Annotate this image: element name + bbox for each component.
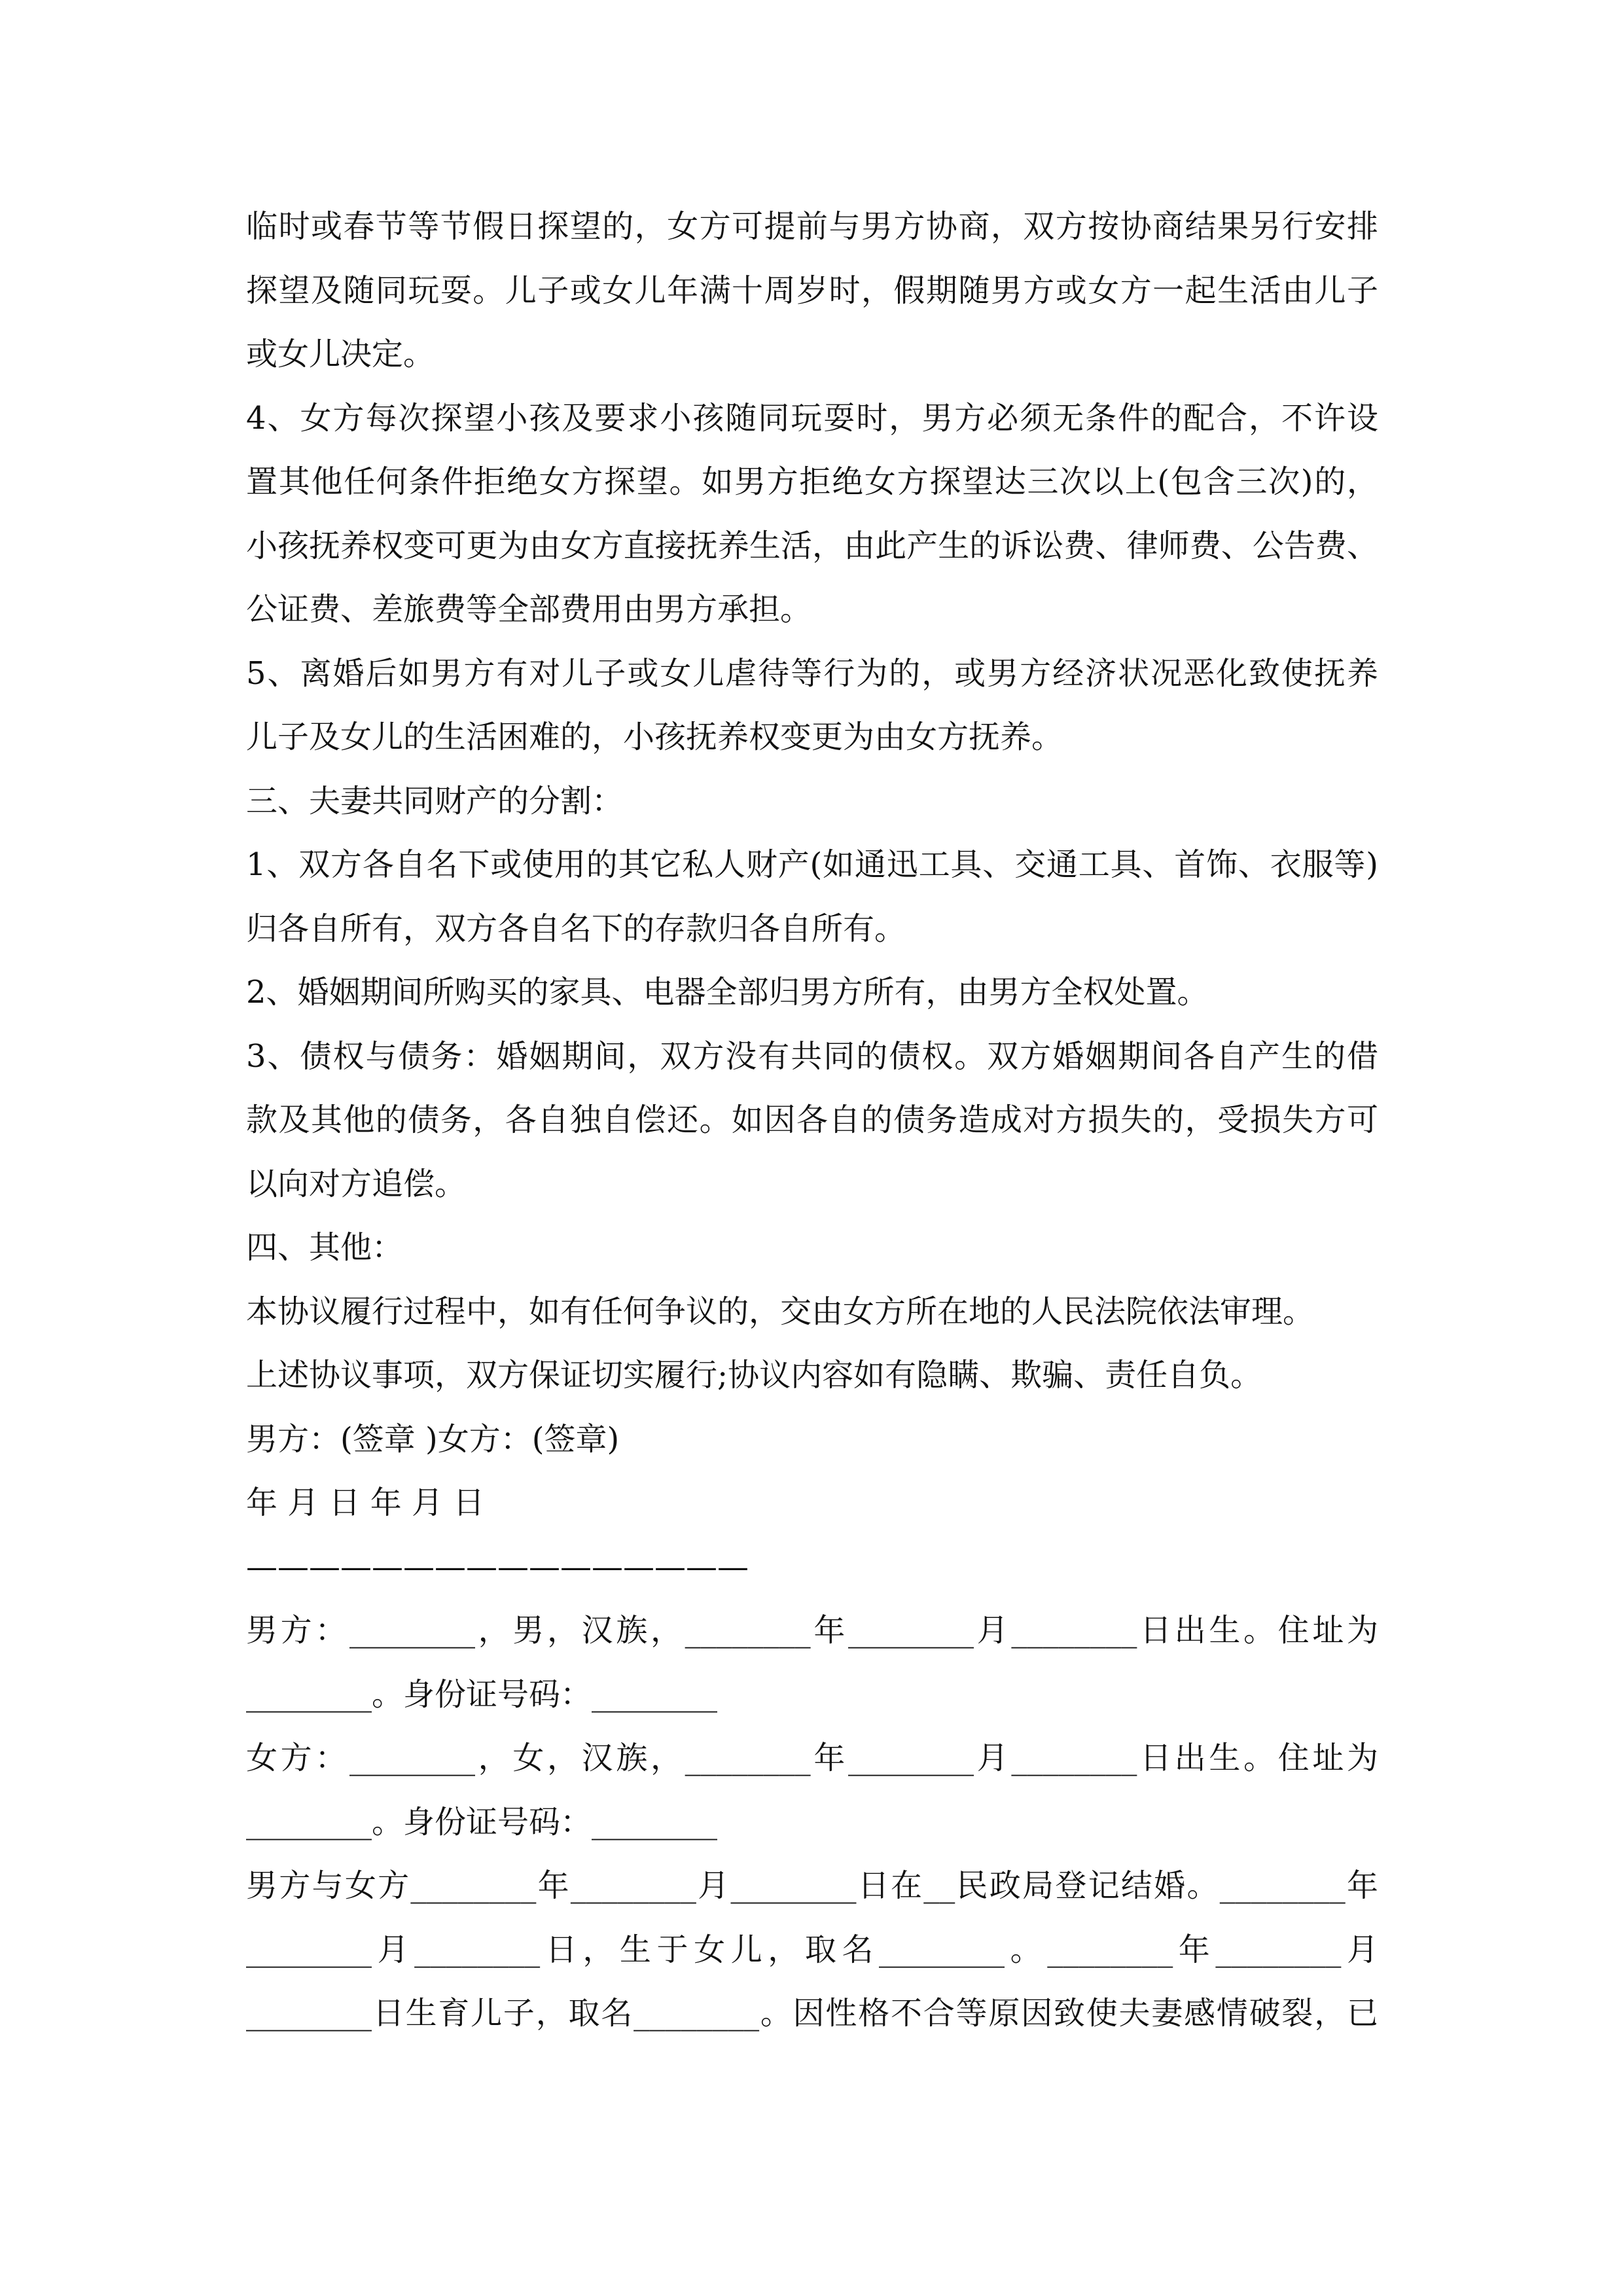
text-line: 男方与女方________年________月________日在__民政局登记结婚。________年 <box>246 1867 1378 1904</box>
text-line: 小孩抚养权变可更为由女方直接抚养生活，由此产生的诉讼费、律师费、公告费、 <box>246 527 1378 564</box>
text-line: 本协议履行过程中，如有任何争议的，交由女方所在地的人民法院依法审理。 <box>246 1293 1315 1330</box>
text-line: 1、双方各自名下或使用的其它私人财产(如通迅工具、交通工具、首饰、衣服等) <box>246 846 1378 883</box>
text-line: ________月________日，生于女儿，取名________。________年________月 <box>246 1931 1378 1968</box>
text-line: ________。身份证号码：________ <box>246 1803 718 1840</box>
text-line: ________。身份证号码：________ <box>246 1676 718 1713</box>
text-line: 3、债权与债务：婚姻期间，双方没有共同的债权。双方婚姻期间各自产生的借 <box>246 1037 1378 1075</box>
text-line: 或女儿决定。 <box>246 336 435 372</box>
text-line: 以向对方追偿。 <box>246 1165 467 1202</box>
text-line: 2、婚姻期间所购买的家具、电器全部归男方所有，由男方全权处置。 <box>246 974 1209 1011</box>
text-line: 女方：________，女，汉族，________年________月________日出生。住址为 <box>246 1740 1378 1776</box>
text-line: 儿子及女儿的生活困难的，小孩抚养权变更为由女方抚养。 <box>246 719 1063 755</box>
text-line: 4、女方每次探望小孩及要求小孩随同玩耍时，男方必须无条件的配合，不许设 <box>246 399 1378 437</box>
section-heading: 三、夫妻共同财产的分割： <box>246 782 624 819</box>
document-body <box>246 195 1378 2046</box>
signature-line: 男方：(签章 )女方：(签章) <box>246 1420 620 1458</box>
date-line: 年 月 日 年 月 日 <box>246 1484 485 1521</box>
text-line: 上述协议事项，双方保证切实履行;协议内容如有隐瞒、欺骗、责任自负。 <box>246 1357 1262 1393</box>
text-line: 男方：________，男，汉族，________年________月________日出生。住址为 <box>246 1612 1378 1649</box>
text-line: 置其他任何条件拒绝女方探望。如男方拒绝女方探望达三次以上(包含三次)的， <box>246 463 1378 500</box>
separator-dashes: ———————————————— <box>246 1548 749 1585</box>
section-heading: 四、其他： <box>246 1229 404 1266</box>
text-line: 公证费、差旅费等全部费用由男方承担。 <box>246 591 812 628</box>
text-line: 临时或春节等节假日探望的，女方可提前与男方协商，双方按协商结果另行安排 <box>246 208 1378 245</box>
text-line: 探望及随同玩耍。儿子或女儿年满十周岁时，假期随男方或女方一起生活由儿子 <box>246 272 1378 309</box>
text-line: 归各自所有，双方各自名下的存款归各自所有。 <box>246 910 906 947</box>
text-line: ________日生育儿子，取名________。因性格不合等原因致使夫妻感情破裂，已 <box>246 1995 1378 2032</box>
text-line: 5、离婚后如男方有对儿子或女儿虐待等行为的，或男方经济状况恶化致使抚养 <box>246 655 1378 692</box>
text-line: 款及其他的债务，各自独自偿还。如因各自的债务造成对方损失的，受损失方可 <box>246 1102 1378 1138</box>
